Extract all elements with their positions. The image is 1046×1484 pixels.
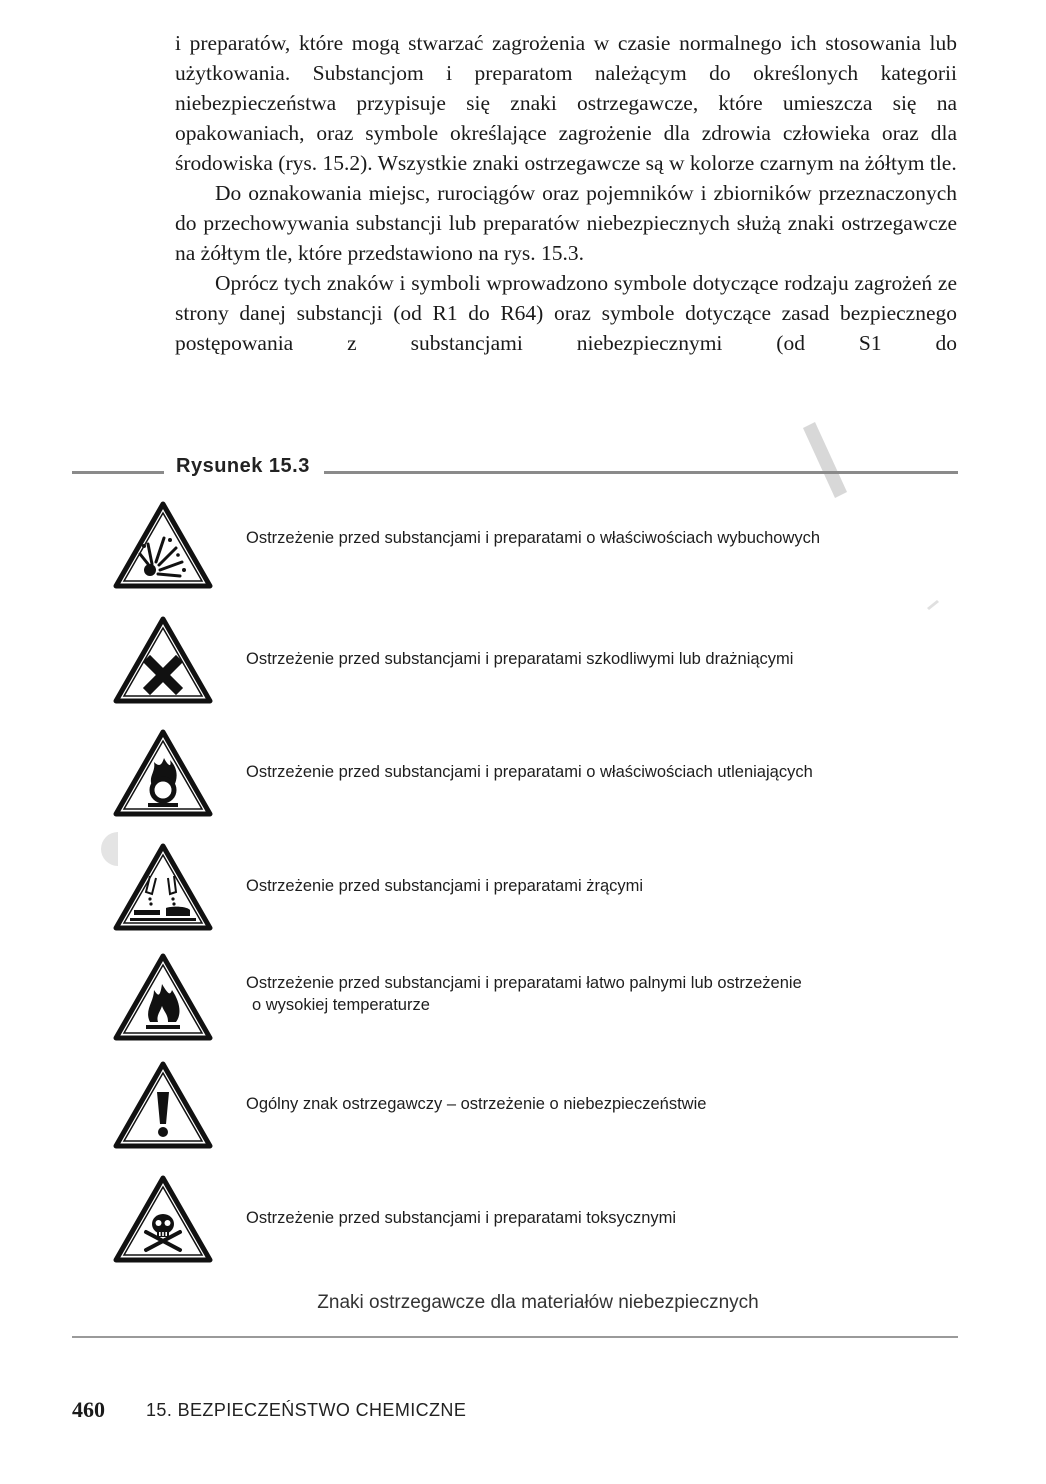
sign-row-harmful-irritant <box>112 615 972 705</box>
flammable-icon <box>112 952 214 1042</box>
sign-text-general-warning: Ogólny znak ostrzegawczy – ostrzeżenie o niebezpieczeństwie <box>246 1095 707 1113</box>
sign-row-explosive <box>112 500 972 590</box>
corrosive-icon <box>112 842 214 932</box>
chapter-title: 15. BEZPIECZEŃSTWO CHEMICZNE <box>146 1400 467 1420</box>
paragraph-3: Oprócz tych znaków i symboli wprowadzono symbole dotyczące rodzaju zagrożeń ze strony danej substancji (od R1 do R64) oraz symbole dotyczące zasad bezpiecznego postępowania z substancjami niebezpiecznymi (od S1 do <box>175 271 957 355</box>
oxidizing-icon <box>112 728 214 818</box>
figure-rule-right <box>324 471 958 474</box>
paragraph-2: Do oznakowania miejsc, rurociągów oraz pojemników i zbiorników przeznaczonych do przechowywania substancji lub preparatów niebezpiecznych służą znaki ostrzegawcze na żółtym tle, które przedstawiono na rys. 15.3. <box>175 181 957 265</box>
body-text <box>175 28 957 358</box>
sign-text-explosive: Ostrzeżenie przed substancjami i preparatami o właściwościach wybuchowych <box>246 529 821 547</box>
figure-header <box>72 455 958 485</box>
sign-row-toxic <box>112 1174 972 1264</box>
page-number: 460 <box>72 1397 105 1422</box>
figure-rule-left <box>72 471 164 474</box>
sign-row-general-warning <box>112 1060 972 1150</box>
harmful-irritant-icon <box>112 615 214 705</box>
paragraph-1: i preparatów, które mogą stwarzać zagrożenia w czasie normalnego ich stosowania lub użytkowania. Substancjom i preparatom należącym do określonych kategorii niebezpieczeństwa przypisuje się znaki ostrzegawcze, które umieszcza się na opakowaniach, oraz symbole określające zagrożenie dla zdrowia człowieka oraz dla środowiska (rys. 15.2). Wszystkie znaki ostrzegawcze są w kolorze czarnym na żółtym tle. <box>175 31 957 175</box>
sign-row-flammable <box>112 952 972 1042</box>
sign-text-flammable-line-2: o wysokiej temperaturze <box>252 996 430 1014</box>
sign-text-harmful-irritant: Ostrzeżenie przed substancjami i preparatami szkodliwymi lub drażniącymi <box>246 650 794 668</box>
figure-caption: Znaki ostrzegawcze dla materiałów niebezpiecznych <box>317 1292 759 1313</box>
figure-bottom-rule <box>72 1336 958 1338</box>
explosive-icon <box>112 500 214 590</box>
sign-text-oxidizing: Ostrzeżenie przed substancjami i preparatami o właściwościach utleniających <box>246 763 813 781</box>
sign-row-oxidizing <box>112 728 972 818</box>
sign-text-corrosive: Ostrzeżenie przed substancjami i preparatami żrącymi <box>246 877 644 895</box>
sign-text-flammable <box>246 972 946 1016</box>
sign-text-toxic: Ostrzeżenie przed substancjami i preparatami toksycznymi <box>246 1209 677 1227</box>
scan-artifact-mark <box>925 598 941 610</box>
sign-row-corrosive <box>112 842 972 932</box>
sign-text-flammable-line-1: Ostrzeżenie przed substancjami i preparatami łatwo palnymi lub ostrzeżenie <box>246 974 802 992</box>
figure-label: Rysunek 15.3 <box>176 455 310 477</box>
toxic-icon <box>112 1174 214 1264</box>
general-warning-icon <box>112 1060 214 1150</box>
